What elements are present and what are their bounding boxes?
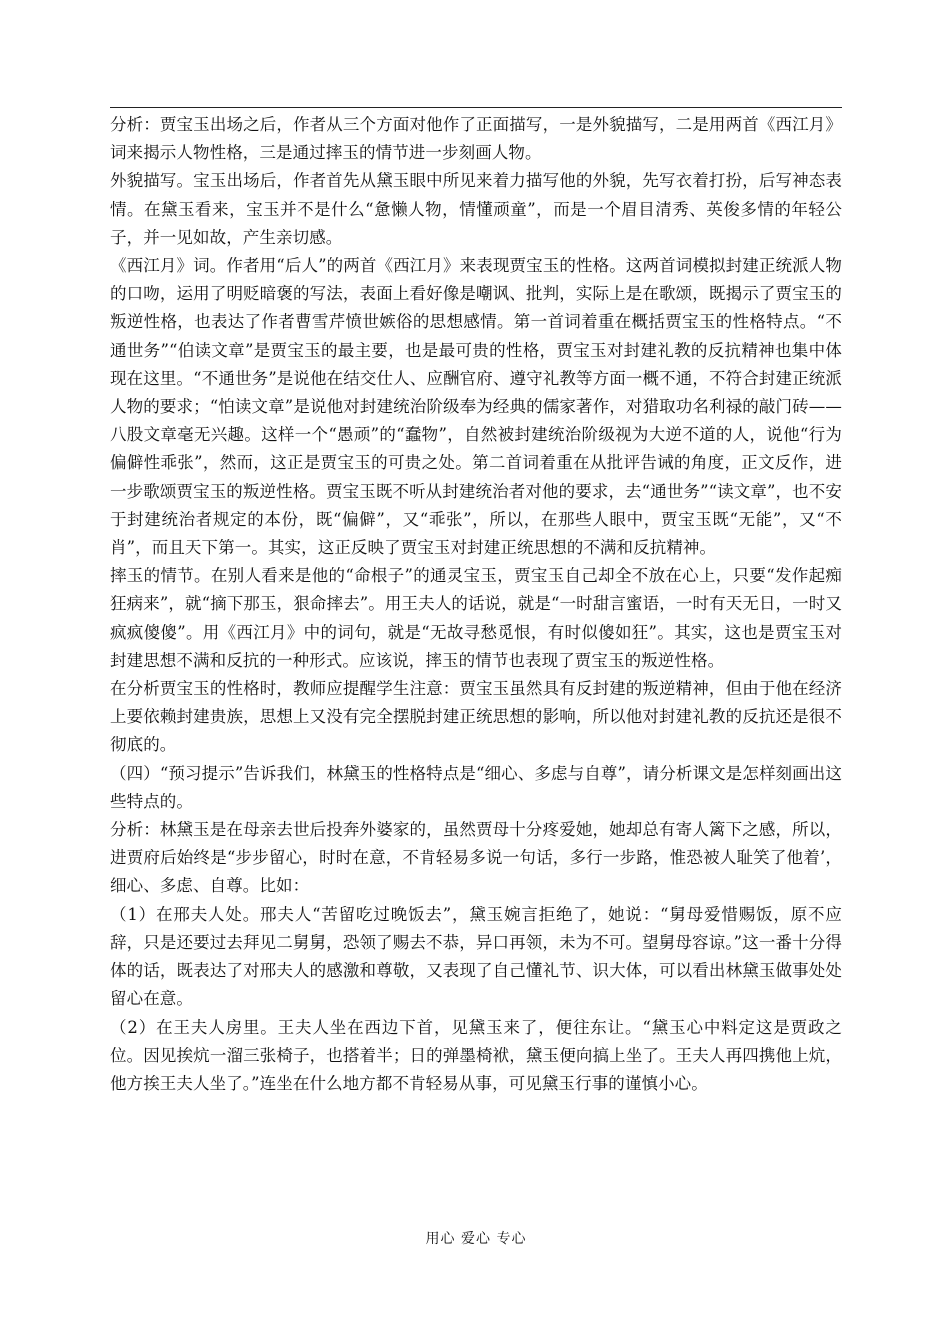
- paragraph-analysis-intro: 分析：贾宝玉出场之后，作者从三个方面对他作了正面描写，一是外貌描写，二是用两首《西江月》词来揭示人物性格，三是通过摔玉的情节进一步刻画人物。: [110, 115, 842, 163]
- paragraph-xijiangyue: 《西江月》词。作者用“后人”的两首《西江月》来表现贾宝玉的性格。这两首词模拟封建正统派人物的口吻，运用了明贬暗褒的写法，表面上看好像是嘲讽、批判，实际上是在歌颂，既揭示了贾宝玉的叛逆性格，也表达了作者曹雪芹愤世嫉俗的思想感情。第一首词着重在概括贾宝玉的性格特点。“不通世务”“伯读文章”是贾宝玉的最主要，也是最可贵的性格，贾宝玉对封建礼教的反抗精神也集中体现在这里。“不通世务”是说他在结交仕人、应酬官府、遵守礼教等方面一概不通，不符合封建正统派人物的要求；“怕读文章”是说他对封建统治阶级奉为经典的儒家著作，对猎取功名利禄的敲门砖——八股文章毫无兴趣。这样一个“愚顽”的“蠢物”，自然被封建统治阶级视为大逆不道的人，说他“行为偏僻性乖张”，然而，这正是贾宝玉的可贵之处。第二首词着重在从批评告诫的角度，正文反作，进一步歌颂贾宝玉的叛逆性格。贾宝玉既不听从封建统治者对他的要求，去“通世务”“读文章”，也不安于封建统治者规定的本份，既“偏僻”，又“乖张”，所以，在那些人眼中，贾宝玉既“无能”，又“不肖”，而且天下第一。其实，这正反映了贾宝玉对封建正统思想的不满和反抗精神。: [110, 256, 842, 558]
- document-page: [110, 0, 842, 1342]
- paragraph-appearance: 外貌描写。宝玉出场后，作者首先从黛玉眼中所见来着力描写他的外貌，先写衣着打扮，后写神态表情。在黛玉看来，宝玉并不是什么“惫懒人物，情懂顽童”，而是一个眉目清秀、英俊多情的年轻公子，并一见如故，产生亲切感。: [110, 171, 842, 247]
- header-rule: [110, 107, 842, 108]
- paragraph-question-four: （四）“预习提示”告诉我们，林黛玉的性格特点是“细心、多虑与自尊”，请分析课文是怎样刻画出这些特点的。: [110, 763, 842, 811]
- paragraph-example-one: （1）在邢夫人处。邢夫人“苦留吃过晚饭去”，黛玉婉言拒绝了，她说：“舅母爱惜赐饭，原不应辞，只是还要过去拜见二舅舅，恐领了赐去不恭，异口再领，未为不可。望舅母容谅。”这一番十分得体的话，既表达了对邢夫人的感激和尊敬，又表现了自己懂礼节、识大体，可以看出林黛玉做事处处留心在意。: [110, 904, 842, 1009]
- paragraph-example-two: （2）在王夫人房里。王夫人坐在西边下首，见黛玉来了，便往东让。“黛玉心中料定这是贾政之位。因见挨炕一溜三张椅子，也搭着半；日的弹墨椅袱，黛玉便向搞上坐了。王夫人再四携他上炕，他方挨王夫人坐了。”连坐在什么地方都不肯轻易从事，可见黛玉行事的谨慎小心。: [110, 1017, 842, 1093]
- paragraph-throwing-jade: 摔玉的情节。在别人看来是他的“命根子”的通灵宝玉，贾宝玉自己却全不放在心上，只要“发作起痴狂病来”，就“摘下那玉，狠命摔去”。用王夫人的话说，就是“一时甜言蜜语，一时有天无日，一时又疯疯傻傻”。用《西江月》中的词句，就是“无故寻愁觅恨，有时似傻如狂”。其实，这也是贾宝玉对封建思想不满和反抗的一种形式。应该说，摔玉的情节也表现了贾宝玉的叛逆性格。: [110, 566, 842, 670]
- paragraph-daiyu-analysis: 分析：林黛玉是在母亲去世后投奔外婆家的，虽然贾母十分疼爱她，她却总有寄人篱下之感，所以，进贾府后始终是“步步留心，时时在意，不肯轻易多说一句话，多行一步路，惟恐被人耻笑了他着’，细心、多虑、自尊。比如：: [110, 820, 842, 896]
- paragraph-teacher-note: 在分析贾宝玉的性格时，教师应提醒学生注意：贾宝玉虽然具有反封建的叛逆精神，但由于他在经济上要依赖封建贵族，思想上又没有完全摆脱封建正统思想的影响，所以他对封建礼教的反抗还是很不彻底的。: [110, 679, 842, 755]
- page-footer: 用心 爱心 专心: [425, 1231, 527, 1247]
- document-body: [110, 111, 842, 1098]
